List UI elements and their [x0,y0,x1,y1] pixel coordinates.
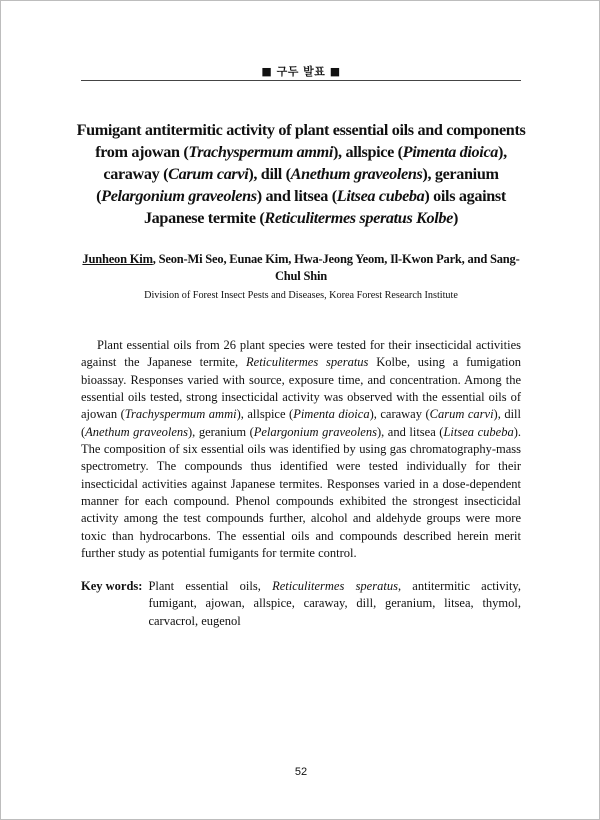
abstract-text: ). The composition of six essential oils was identified by using gas chromatography-mass spectrometry. The compounds thus identified were tested individually for their insecticidal activities against Japanese termites. Responses varied in a dose-dependent manner for each compound. Phenol compounds exhibited the strongest insecticidal activity among the test compounds further, alcohol and aldehyde groups were more toxic than hydrocarbons. The essential oils and compounds described herein merit further study as potential fumigants for termite control. [81,424,521,561]
title-species: Pelargonium graveolens [101,187,257,205]
abstract-species: Pimenta dioica [293,407,370,422]
abstract-species: Anethum graveolens [85,424,188,439]
title-species: Pimenta dioica [402,143,499,161]
abstract-text: ), and litsea ( [376,424,444,439]
title-text: ) oils against Japanese termite ( [143,187,506,227]
keywords-text: Plant essential oils, [148,579,273,593]
abstract [81,337,521,562]
title-text: ), geranium ( [96,165,499,205]
title-species: Trachyspermum ammi [188,143,334,161]
abstract-text: ), dill ( [81,407,521,439]
title-species: Anethum graveolens [290,165,423,183]
presenting-author: Junheon Kim [82,252,153,266]
page-number: 52 [294,766,308,778]
title-species: Litsea cubeba [336,187,425,205]
author-list [81,251,521,285]
keywords-list [148,578,521,630]
abstract-text: Plant essential oils from 26 plant species were tested for their insecticidal activities against the Japanese termite, [81,338,521,370]
abstract-species: Trachyspermum ammi [124,407,237,422]
keywords [81,578,521,630]
abstract-species: Litsea cubeba [443,424,514,439]
title-text: ), caraway ( [103,143,507,183]
abstract-text: Kolbe, using a fumigation bioassay. Responses varied with source, exposure time, and concentration. Among the essential oils tested, strong insecticidal activity was observed with the essential oils of ajowan ( [81,355,521,422]
keywords-species: Reticulitermes speratus [272,579,398,593]
paper-title [71,119,531,229]
abstract-text: ), allspice ( [236,407,294,422]
title-text: ) and litsea ( [256,187,337,205]
abstract-species: Pelargonium graveolens [253,424,377,439]
co-authors: , Seon-Mi Seo, Eunae Kim, Hwa-Jeong Yeom, Il-Kwon Park, and Sang-Chul Shin [152,252,520,283]
section-header: ■ 구두 발표 ■ [261,65,341,78]
title-species: Reticulitermes speratus Kolbe [264,209,454,227]
header-rule [81,80,521,81]
abstract-species: Carum carvi [429,407,494,422]
abstract-text: ), geranium ( [188,424,254,439]
affiliation: Division of Forest Insect Pests and Diseases, Korea Forest Research Institute [144,290,458,301]
title-text: ) [453,209,459,227]
title-species: Carum carvi [168,165,249,183]
keywords-label: Key words: [81,579,143,593]
abstract-species: Reticulitermes speratus [246,355,369,370]
title-text: ), dill ( [248,165,291,183]
keywords-text: , antitermitic activity, fumigant, ajowan, allspice, caraway, dill, geranium, litsea, thymol, carvacrol, eugenol [148,579,521,628]
title-text: ), allspice ( [333,143,403,161]
abstract-text: ), caraway ( [369,407,430,422]
title-text: Fumigant antitermitic activity of plant essential oils and components from ajowan ( [76,121,526,161]
